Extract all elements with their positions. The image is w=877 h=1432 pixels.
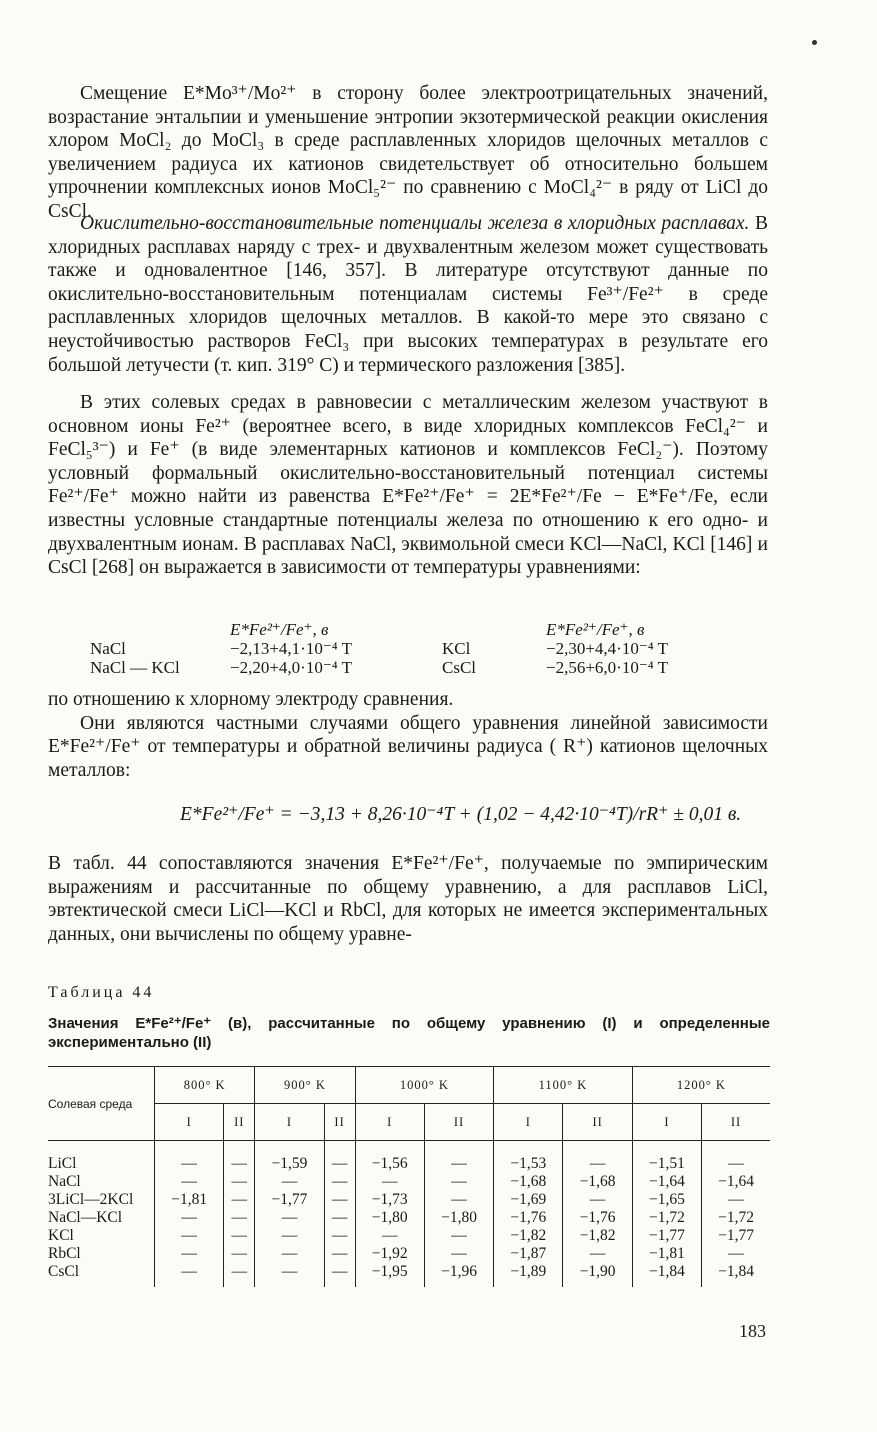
- table-cell: −1,76: [563, 1209, 632, 1227]
- table-cell: —: [424, 1227, 493, 1245]
- table-cell: −1,81: [155, 1191, 224, 1209]
- row-label: CsCl: [48, 1263, 80, 1280]
- table-cell: −1,90: [563, 1263, 632, 1287]
- table-cell: −1,84: [702, 1263, 770, 1287]
- table-cell: −1,68: [494, 1173, 563, 1191]
- table-cell: −1,80: [355, 1209, 424, 1227]
- row-label: KCl: [48, 1227, 74, 1244]
- table-cell: —: [255, 1245, 324, 1263]
- paragraph-iron-potentials: [48, 212, 768, 377]
- table-cell: −1,51: [632, 1155, 701, 1173]
- table-cell: −1,65: [632, 1191, 701, 1209]
- equation: −2,20+4,0·10⁻⁴ T: [230, 658, 353, 677]
- table-cell: −1,95: [355, 1263, 424, 1287]
- table-cell: —: [255, 1173, 324, 1191]
- salt-label: KCl: [442, 639, 471, 658]
- table-cell: —: [224, 1227, 255, 1245]
- equation-row: [90, 658, 730, 677]
- table-row: [48, 1191, 770, 1209]
- table-cell: —: [702, 1191, 770, 1209]
- column-header-temp: 1000° K: [355, 1067, 494, 1104]
- table-cell: —: [224, 1263, 255, 1287]
- table-cell: −1,72: [702, 1209, 770, 1227]
- table-cell: —: [155, 1173, 224, 1191]
- table-cell: −1,92: [355, 1245, 424, 1263]
- table-cell: —: [324, 1263, 355, 1287]
- paragraph-text: по отношению к хлорному электроду сравнения.: [48, 689, 454, 710]
- table-cell: −1,84: [632, 1263, 701, 1287]
- equation: −2,56+6,0·10⁻⁴ T: [546, 658, 669, 677]
- table-cell: —: [324, 1227, 355, 1245]
- table-cell: −1,53: [494, 1155, 563, 1173]
- table-cell: −1,82: [494, 1227, 563, 1245]
- column-header-ii: II: [224, 1104, 255, 1141]
- table-body: [48, 1141, 770, 1288]
- column-header-ii: II: [702, 1104, 770, 1141]
- table-cell: —: [324, 1155, 355, 1173]
- table-cell: —: [424, 1191, 493, 1209]
- table-cell: −1,64: [702, 1173, 770, 1191]
- table-cell: −1,59: [255, 1155, 324, 1173]
- column-header-i: I: [255, 1104, 324, 1141]
- table-cell: −1,87: [494, 1245, 563, 1263]
- equations-header-left: E*Fe²⁺/Fe⁺, в: [230, 620, 329, 639]
- table-row: [48, 1263, 770, 1287]
- table-cell: −1,96: [424, 1263, 493, 1287]
- table-cell: —: [255, 1263, 324, 1287]
- table-cell: —: [224, 1209, 255, 1227]
- table-cell: —: [563, 1155, 632, 1173]
- table-row: [48, 1173, 770, 1191]
- table-cell: —: [155, 1155, 224, 1173]
- temperature-equations: [90, 620, 730, 677]
- table-cell: —: [324, 1173, 355, 1191]
- table-cell: −1,89: [494, 1263, 563, 1287]
- table-cell: −1,82: [563, 1227, 632, 1245]
- table-cell: −1,77: [255, 1191, 324, 1209]
- table-cell: −1,77: [702, 1227, 770, 1245]
- table-cell: —: [155, 1245, 224, 1263]
- column-header-i: I: [494, 1104, 563, 1141]
- salt-label: NaCl: [90, 639, 126, 658]
- section-heading: Окислительно-восстановительные потенциалы железа в хлоридных расплавах.: [80, 213, 750, 234]
- table-cell: —: [324, 1191, 355, 1209]
- table-cell: —: [702, 1245, 770, 1263]
- table-cell: −1,72: [632, 1209, 701, 1227]
- general-formula: E*Fe²⁺/Fe⁺ = −3,13 + 8,26·10⁻⁴T + (1,02 − 4,42·10⁻⁴T)/rR⁺ ± 0,01 в.: [180, 804, 742, 825]
- column-header-i: I: [632, 1104, 701, 1141]
- equations-header-right: E*Fe²⁺/Fe⁺, в: [546, 620, 645, 639]
- table-cell: —: [224, 1173, 255, 1191]
- table-row: [48, 1209, 770, 1227]
- paragraph-text: В этих солевых средах в равновесии с металлическим железом участвуют в основном ионы Fe²⁺ (вероятнее всего, в виде хлоридных комплексов FeCl₄²⁻ и FeCl₅³⁻) и Fe⁺ (в виде элементарных катионов и комплексов FeCl₂⁻). Поэтому условный формальный окислительно-восстановительный потенциал системы Fe²⁺/Fe⁺ можно найти из равенства E*Fe²⁺/Fe⁺ = 2E*Fe²⁺/Fe − E*Fe⁺/Fe, если известны условные стандартные потенциалы железа по отношению к его одно- и двухвалентным ионам. В расплавах NaCl, эквимольной смеси KCl—NaCl, KCl [146] и CsCl [268] он выражается в зависимости от температуры уравнениями:: [48, 392, 768, 579]
- equation: −2,30+4,4·10⁻⁴ T: [546, 639, 669, 658]
- column-header-temp: 1200° K: [632, 1067, 770, 1104]
- paragraph-text: Смещение E*Mo³⁺/Mo²⁺ в сторону более электроотрицательных значений, возрастание энтальпии и уменьшение энтропии экзотермической реакции окисления хлором MoCl₂ до MoCl₃ в среде расплавленных хлоридов щелочных металлов с увеличением радиуса их катионов свидетельствует об относительно большем упрочнении комплексных ионов MoCl₅²⁻ по сравнению с MoCl₄²⁻ в ряду от LiCl до CsCl.: [48, 83, 768, 222]
- table-cell: —: [155, 1263, 224, 1287]
- row-label: RbCl: [48, 1245, 81, 1262]
- table-cell: −1,77: [632, 1227, 701, 1245]
- equations-header: [90, 620, 730, 639]
- paragraph-salt-media: [48, 391, 768, 580]
- column-header-temp: 1100° K: [494, 1067, 633, 1104]
- table-cell: −1,80: [424, 1209, 493, 1227]
- row-label: NaCl—KCl: [48, 1209, 123, 1226]
- table-row: [48, 1155, 770, 1173]
- table-cell: —: [224, 1191, 255, 1209]
- table-cell: —: [702, 1155, 770, 1173]
- table-cell: −1,56: [355, 1155, 424, 1173]
- table-cell: −1,81: [632, 1245, 701, 1263]
- table-cell: —: [324, 1209, 355, 1227]
- table-cell: —: [324, 1245, 355, 1263]
- table-cell: —: [155, 1227, 224, 1245]
- column-header-ii: II: [563, 1104, 632, 1141]
- row-label: NaCl: [48, 1173, 81, 1190]
- paragraph-table-intro: [48, 852, 768, 946]
- table-cell: −1,64: [632, 1173, 701, 1191]
- table-row: [48, 1227, 770, 1245]
- table-cell: —: [224, 1245, 255, 1263]
- table-subheader-row: [48, 1104, 770, 1141]
- column-header-env: Солевая среда: [48, 1067, 155, 1141]
- data-table: [48, 1066, 770, 1287]
- table-row: [48, 1245, 770, 1263]
- table-cell: —: [155, 1209, 224, 1227]
- table-cell: −1,68: [563, 1173, 632, 1191]
- column-header-i: I: [355, 1104, 424, 1141]
- table-header-row: [48, 1067, 770, 1104]
- column-header-temp: 800° K: [155, 1067, 255, 1104]
- paragraph-text: В табл. 44 сопоставляются значения E*Fe²⁺/Fe⁺, получаемые по эмпирическим выражениям и рассчитанные по общему уравнению, а для расплавов LiCl, эвтектической смеси LiCl—KCl и RbCl, для которых не имеется экспериментальных данных, они вычислены по общему уравне-: [48, 853, 768, 945]
- row-label: LiCl: [48, 1155, 77, 1172]
- salt-label: CsCl: [442, 658, 477, 677]
- equation-row: [90, 639, 730, 658]
- table-cell: —: [255, 1227, 324, 1245]
- salt-label: NaCl — KCl: [90, 658, 180, 677]
- table-cell: —: [563, 1191, 632, 1209]
- column-header-ii: II: [424, 1104, 493, 1141]
- row-label: 3LiCl—2KCl: [48, 1191, 134, 1208]
- table-cell: —: [355, 1173, 424, 1191]
- table-cell: —: [563, 1245, 632, 1263]
- column-header-temp: 900° K: [255, 1067, 355, 1104]
- table-cell: −1,69: [494, 1191, 563, 1209]
- column-header-i: I: [155, 1104, 224, 1141]
- paragraph-text: Они являются частными случаями общего уравнения линейной зависимости E*Fe²⁺/Fe⁺ от температуры и обратной величины радиуса ( R⁺) катионов щелочных металлов:: [48, 712, 768, 781]
- table-cell: —: [424, 1245, 493, 1263]
- table-cell: —: [424, 1155, 493, 1173]
- paragraph-general-equation: [48, 688, 768, 782]
- paragraph-molybdenum: [48, 82, 768, 224]
- table-cell: —: [424, 1173, 493, 1191]
- table-label: Таблица 44: [48, 984, 155, 1001]
- equation: −2,13+4,1·10⁻⁴ T: [230, 639, 353, 658]
- table-cell: —: [224, 1155, 255, 1173]
- page-number: 183: [739, 1321, 766, 1341]
- table-cell: —: [255, 1209, 324, 1227]
- table-cell: −1,76: [494, 1209, 563, 1227]
- print-dot: [812, 40, 817, 45]
- table-cell: −1,73: [355, 1191, 424, 1209]
- column-header-ii: II: [324, 1104, 355, 1141]
- table-cell: —: [355, 1227, 424, 1245]
- table-caption: Значения E*Fe²⁺/Fe⁺ (в), рассчитанные по общему уравнению (I) и определенные экспериментально (II): [48, 1015, 770, 1051]
- paragraph-text: В хлоридных расплавах наряду с трех- и двухвалентным железом может существовать также и одновалентное [146, 357]. В литературе отсутствуют данные по окислительно-восстановительным потенциалам системы Fe³⁺/Fe²⁺ в среде расплавленных хлоридов щелочных металлов. В какой-то мере это связано с неустойчивостью растворов FeCl₃ при высоких температурах в результате его большой летучести (т. кип. 319° C) и термического разложения [385].: [48, 213, 768, 376]
